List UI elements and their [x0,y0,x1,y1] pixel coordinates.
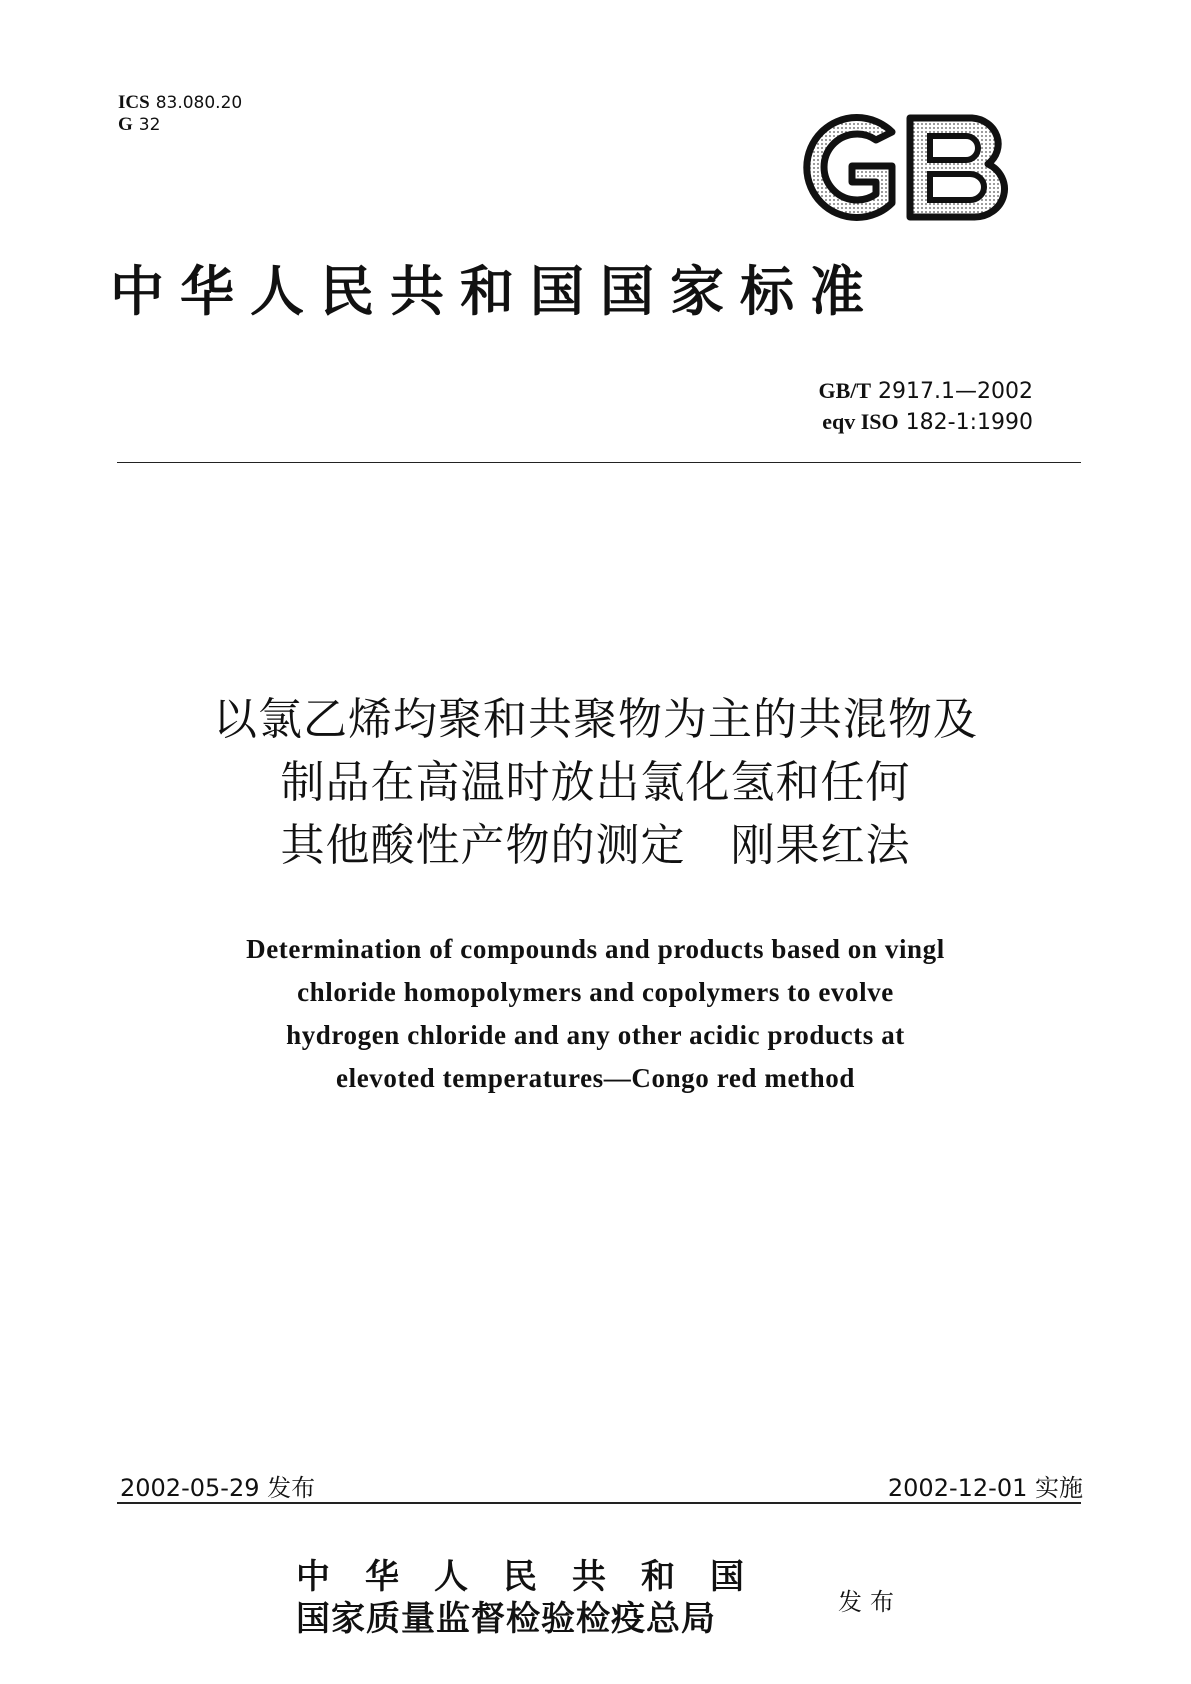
g-code: G 32 [118,114,161,135]
iso-equivalent: eqv ISO 182-1:1990 [822,409,1033,435]
publish-label: 发布 [838,1588,902,1616]
standard-title: 中华人民共和国国家标准 [110,260,880,323]
top-divider [117,462,1081,463]
implementation-date: 2002-12-01 实施 [887,1474,1083,1502]
chinese-title [0,688,1191,877]
english-title-line: chloride homopolymers and copolymers to evolve [297,977,894,1007]
issuer-line-2: 国家质量监督检验检疫总局 [296,1599,716,1639]
english-title-line: hydrogen chloride and any other acidic products at [286,1020,905,1050]
ics-code: ICS 83.080.20 [118,92,243,113]
english-title-line: elevoted temperatures—Congo red method [336,1063,855,1093]
chinese-title-line: 以氯乙烯均聚和共聚物为主的共混物及 [213,694,978,745]
issuing-authority [296,1556,779,1640]
bottom-divider [117,1502,1081,1504]
english-title [0,928,1191,1100]
gb-number: GB/T 2917.1—2002 [818,378,1033,404]
classification-codes [118,92,242,136]
chinese-title-line: 其他酸性产物的测定 刚果红法 [280,820,911,871]
chinese-title-line: 制品在高温时放出氯化氢和任何 [280,757,911,808]
issue-date: 2002-05-29 发布 [120,1474,316,1502]
gb-logo-icon [792,110,1017,225]
issuer-line-1: 中华人民共和国 [296,1557,779,1597]
standard-number [818,376,1033,438]
gb-logo [792,110,1017,225]
english-title-line: Determination of compounds and products based on vingl [246,934,945,964]
